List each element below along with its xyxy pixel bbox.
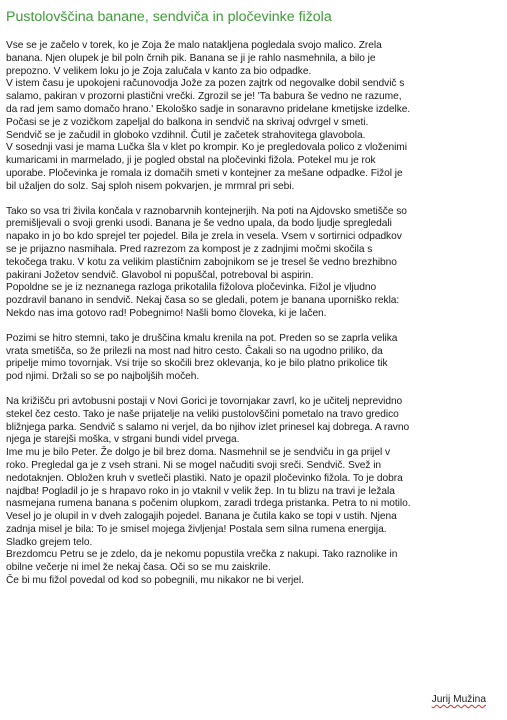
- story-line: V sosednji vasi je mama Lučka šla v klet po krompir. Ko je pregledovala polico z vloženimi: [6, 142, 407, 154]
- story-line: Popoldne se je iz neznanega razloga prikotalila fižolova pločevinka. Fižol je vljudno: [6, 282, 377, 294]
- story-line: Počasi se je z vozičkom zapeljal do balkona in sendvič na skrivaj odvrgel v smeti.: [6, 116, 369, 128]
- story-line: nedotaknjen. Obložen kruh v svetleči plastiki. Nato je opazil pločevinko fižola. To je dobra: [6, 472, 403, 484]
- story-line: tekočega traku. V kotu za velikim plastičnim zabojnikom se je tresel še vedno brezhibno: [6, 256, 397, 268]
- story-line: Pozimi se hitro stemni, tako je druščina kmalu krenila na pot. Preden so se zaprla velika: [6, 332, 398, 344]
- story-line: premišljevali o svoji grenki usodi. Banana je še vedno upala, da bodo ljudje spregledali: [6, 218, 392, 230]
- story-line: Sladko grejem telo.: [6, 536, 93, 548]
- story-line: banana. Njen olupek je bil poln črnih pik. Banana se ji je rahlo nasmehnila, a bilo je: [6, 52, 376, 64]
- story-line: kumaricami in marmelado, ji je pogled obstal na pločevinki fižola. Potekel mu je rok: [6, 155, 376, 167]
- story-line: Ime mu je bilo Peter. Že dolgo je bil brez doma. Nasmehnil se je sendviču in ga prijel v: [6, 447, 391, 459]
- story-line: Vesel jo je olupil in v dveh zalogajih pojedel. Banana je čutila kako se topi v ustih. Njena: [6, 511, 397, 523]
- story-line: Tako so vsa tri živila končala v raznobarvnih kontejnerjih. Na poti na Ajdovsko smetišče so: [6, 205, 407, 217]
- document-page: [6, 0, 502, 720]
- story-line: stekel čez cesto. Tako je naše prijateljе na veliki pustolovščini pometalo na travo gredico: [6, 408, 399, 420]
- story-line: Sendvič se je začudil in globoko vzdihnil. Čutil je začetek strahovitega glavobola.: [6, 129, 366, 141]
- story-paragraph: [6, 40, 502, 194]
- story-line: Nekdo nas ima gotovo rad! Pobegnimo! Našli bomo človeka, ki je lačen.: [6, 307, 327, 319]
- story-line: da rad jem samo domačo hrano.' Ekološko sadje in sonaravno pridelane kmetijske izdelke.: [6, 103, 411, 115]
- story-line: obilne večerje ni imel že nekaj časa. Oči so se mu zaiskrile.: [6, 562, 271, 574]
- story-line: napako in jo bo kdo sprejel ter pojedel. Bila je zrela in vesela. Vsem v sortirnici odpadkov: [6, 231, 402, 243]
- story-paragraph: [6, 333, 502, 384]
- story-line: bližnjega parka. Sendvič s salamo ni verjel, da bo njihov izlet prinesel kaj dobrega. A ravno: [6, 421, 410, 433]
- story-line: prepozno. V velikem loku jo je Zoja zalučala v kanto za bio odpadke.: [6, 65, 312, 77]
- story-line: nasmejana rumena banana s počenim olupkom, zaradi trdega pristanka. Petra to ni motilo.: [6, 498, 411, 510]
- story-line: najdba! Pogladil jo je s hrapavo roko in jo vtaknil v velik žep. In tu blizu na travi je ležala: [6, 485, 395, 497]
- story-line: se je prijazno nasmihala. Pred razrezom za kompost je z zadnjimi močmi skočila s: [6, 243, 373, 255]
- story-line: pakirani Jožetov sendvič. Glavobol ni popuščal, potreboval bi aspirin.: [6, 269, 314, 281]
- story-line: Brezdomcu Petru se je zdelo, da je nekomu popustila vrečka z nakupi. Tako raznolike in: [6, 549, 398, 561]
- story-line: pripelje mimo tovornjak. Vsi trije so skočili brez oklevanja, ko je bilo platno prikolice tik: [6, 358, 388, 370]
- story-body: [6, 40, 502, 588]
- story-line: roko. Pregledal ga je z vseh strani. Ni se mogel načuditi svoji sreči. Sendvič. Svež in: [6, 459, 382, 471]
- story-paragraph: [6, 206, 502, 321]
- story-paragraph: [6, 396, 502, 588]
- story-line: pod njimi. Držali so se po najboljših močeh.: [6, 371, 200, 383]
- story-title: Pustolovščina banane, sendviča in pločevinke fižola: [6, 9, 332, 25]
- story-line: njega je starejši moškа, v strgani bundi videl prvega.: [6, 434, 240, 446]
- story-line: salamo, pakiran v prozorni plastični vrečki. Zgrozil se je! 'Ta babura še vedno ne razume,: [6, 91, 402, 103]
- story-line: uporabe. Pločevinka je romala iz domačih smeti v kontejner za mešane odpadke. Fižol je: [6, 167, 403, 179]
- story-line: vrata smetišča, so že prilezli na most nad hitro cesto. Čakali so na ugodno priliko, da: [6, 345, 383, 357]
- author-name: Jurij Mužina: [431, 694, 486, 705]
- story-line: zadnja misel je bila: To je smisel mojega življenja! Postala sem silna rumena energija.: [6, 523, 387, 535]
- story-line: Če bi mu fižol povedal od kod so pobegnili, mu nikakor ne bi verjel.: [6, 575, 304, 587]
- story-line: V istem času je upokojeni računovodja Jože za pozen zajtrk od negovalke dobil sendvič s: [6, 78, 405, 90]
- story-line: pozdravil banano in sendvič. Nekaj časa so se gledali, potem je banana uporniško rekla:: [6, 295, 400, 307]
- author-signature: [432, 689, 486, 707]
- story-line: Na križišču pri avtobusni postaji v Novi Gorici je tovornjakar zavrl, ko je učitelj neprevidno: [6, 395, 403, 407]
- story-line: bil užaljen do solz. Saj sploh nisem pokvarjen, je mrmral pri sebi.: [6, 180, 295, 192]
- story-line: Vse se je začelo v torek, ko je Zoja že malo natakljena pogledala svojo malico. Zrela: [6, 40, 382, 51]
